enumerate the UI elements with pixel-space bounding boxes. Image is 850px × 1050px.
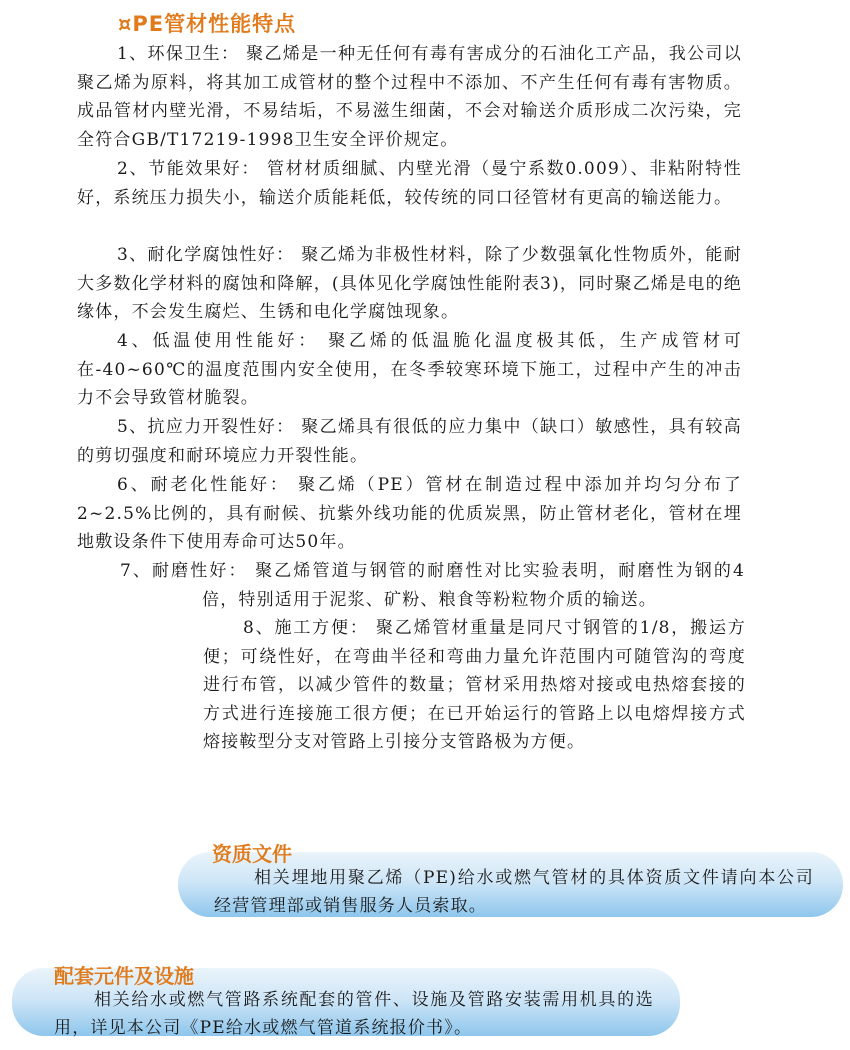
feature-paragraph-3: 3、耐化学腐蚀性好： 聚乙烯为非极性材料，除了少数强氧化性物质外，能耐大多数化学材料的腐蚀和降解，(具体见化学腐蚀性能附表3)，同时聚乙烯是电的绝缘体，不会发生腐烂、生锈和电化学腐蚀现象。 [77,245,742,322]
page-title: ¤PE管材性能特点 [118,12,297,36]
accessories-text: 相关给水或燃气管路系统配套的管件、设施及管路安装需用机具的选用，详见本公司《PE给水或燃气管道系统报价书》。 [54,990,654,1038]
feature-paragraph-8: 8、施工方便： 聚乙烯管材重量是同尺寸钢管的1/8，搬运方便；可绕性好，在弯曲半径和弯曲力量允许范围内可随管沟的弯度进行布管，以减少管件的数量；管材采用热熔对接或电热熔套接的方式进行连接施工很方便；在已开始运行的管路上以电熔焊接方式熔接鞍型分支对管路上引接分支管路极为方便。 [203,618,746,752]
feature-paragraph-1: 1、环保卫生： 聚乙烯是一种无任何有毒有害成分的石油化工产品，我公司以聚乙烯为原料，将其加工成管材的整个过程中不添加、不产生任何有毒有害物质。成品管材内壁光滑，不易结垢，不易滋生细菌，不会对输送介质形成二次污染，完全符合GB/T17219-1998卫生安全评价规定。 [77,44,742,150]
feature-paragraph-6: 6、耐老化性能好： 聚乙烯（PE）管材在制造过程中添加并均匀分布了2~2.5%比例的，具有耐候、抗紫外线功能的优质炭黑，防止管材老化，管材在埋地敷设条件下使用寿命可达50年。 [77,475,742,552]
accessories-heading: 配套元件及设施 [54,964,194,988]
feature-paragraph-2: 2、节能效果好： 管材材质细腻、内壁光滑（曼宁系数0.009）、非粘附特性好，系统压力损失小，输送介质能耗低，较传统的同口径管材有更高的输送能力。 [77,159,742,208]
qualification-text: 相关埋地用聚乙烯（PE)给水或燃气管材的具体资质文件请向本公司经营管理部或销售服务人员索取。 [214,868,814,916]
feature-paragraph-5: 5、抗应力开裂性好： 聚乙烯具有很低的应力集中（缺口）敏感性，具有较高的剪切强度和耐环境应力开裂性能。 [77,417,742,466]
feature-paragraph-7: 7、耐磨性好： 聚乙烯管道与钢管的耐磨性对比实验表明，耐磨性为钢的4倍，特别适用于泥浆、矿粉、粮食等粉粒物介质的输送。 [120,561,745,610]
feature-paragraph-4: 4、低温使用性能好： 聚乙烯的低温脆化温度极其低，生产成管材可在-40~60℃的温度范围内安全使用，在冬季较寒环境下施工，过程中产生的冲击力不会导致管材脆裂。 [77,331,742,408]
qualification-heading: 资质文件 [212,842,292,866]
